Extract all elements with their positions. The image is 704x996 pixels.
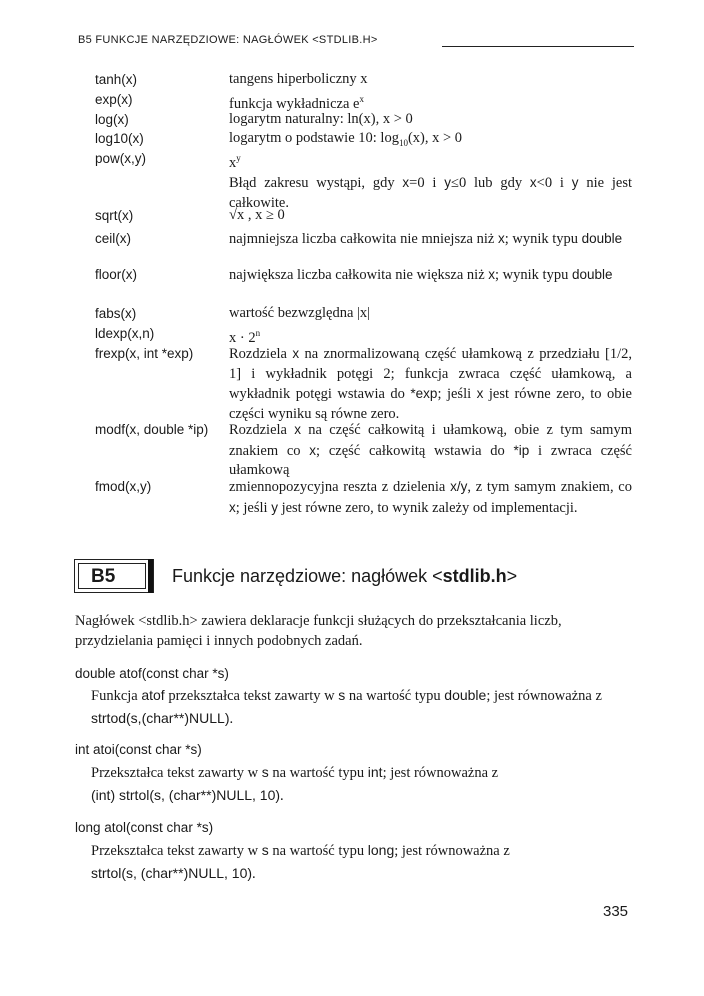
function-desc: Funkcja atof przekształca tekst zawarty w s na wartość typu double; jest równoważna z strtod(s,(char**)NULL). xyxy=(91,687,602,727)
function-name: ceil(x) xyxy=(95,231,131,246)
function-name: frexp(x, int *exp) xyxy=(95,346,194,361)
function-desc: tangens hiperboliczny x xyxy=(229,71,368,87)
function-desc: funkcja wykładnicza $e^x$ xyxy=(229,94,364,112)
function-desc: logarytm o podstawie 10: $\log_{10}(x)$, x > 0 xyxy=(229,130,463,148)
function-desc: √x , x ≥ 0 xyxy=(229,207,285,223)
section-badge xyxy=(74,559,154,593)
function-name: fabs(x) xyxy=(95,306,137,321)
function-desc: wartość bezwzględna |x| xyxy=(229,305,371,321)
function-desc: Przekształca tekst zawarty w s na wartość typu long; jest równoważna z strtol(s, (char**)NULL, 10). xyxy=(91,842,510,882)
header-rule xyxy=(442,46,634,47)
function-desc: największa liczba całkowita nie większa niż x; wynik typu double xyxy=(229,267,613,283)
function-name: ldexp(x,n) xyxy=(95,326,155,341)
function-signature: double atof(const char *s) xyxy=(75,666,229,681)
section-badge-bar xyxy=(148,559,153,593)
function-name: modf(x, double *ip) xyxy=(95,422,209,437)
function-name: log(x) xyxy=(95,112,129,127)
function-signature: int atoi(const char *s) xyxy=(75,742,202,757)
section-badge-label: B5 xyxy=(78,563,146,589)
function-name: fmod(x,y) xyxy=(95,479,152,494)
function-name: tanh(x) xyxy=(95,72,138,87)
function-desc: Rozdziela x na znormalizowaną część ułamkową z przedziału [1/2, 1] i wykładnik potęgi 2; funkcja zwraca część ułamkową, a wykładnik potęgi wstawia do *exp; jeśli x jest równe zero, to obie części wyniku są równe zero. xyxy=(229,346,632,422)
page-number: 335 xyxy=(603,903,629,920)
function-desc: Przekształca tekst zawarty w s na wartość typu int; jest równoważna z (int) strtol(s, (char**)NULL, 10). xyxy=(91,764,499,804)
function-name: sqrt(x) xyxy=(95,208,134,223)
function-name: exp(x) xyxy=(95,92,133,107)
function-name: log10(x) xyxy=(95,131,144,146)
function-name: pow(x,y) xyxy=(95,151,147,166)
function-desc: najmniejsza liczba całkowita nie mniejsza niż x; wynik typu double xyxy=(229,231,623,247)
function-desc: logarytm naturalny: ln(x), x > 0 xyxy=(229,111,413,127)
function-desc: $x \cdot 2^n$ xyxy=(229,328,261,346)
function-signature: long atol(const char *s) xyxy=(75,820,214,835)
section-title: Funkcje narzędziowe: nagłówek <stdlib.h> xyxy=(172,566,518,586)
running-header: B5 FUNKCJE NARZĘDZIOWE: NAGŁÓWEK <STDLIB.H> xyxy=(78,34,378,46)
function-name: floor(x) xyxy=(95,267,138,282)
function-desc: $x^y$ Błąd zakresu wystąpi, gdy x=0 i y≤0 lub gdy x<0 i y nie jest całkowite. xyxy=(229,153,632,211)
function-desc: zmiennopozycyjna reszta z dzielenia x/y, z tym samym znakiem, co x; jeśli y jest równe zero, to wynik zależy od implementacji. xyxy=(229,479,632,516)
intro-paragraph: Nagłówek <stdlib.h> zawiera deklaracje funkcji służących do przekształcania liczb, przydzielania pamięci i innych podobnych zadań. xyxy=(75,613,562,649)
function-desc: Rozdziela x na część całkowitą i ułamkową, obie z tym samym znakiem co x; część całkowitą wstawia do *ip i zwraca część ułamkową xyxy=(229,422,632,478)
